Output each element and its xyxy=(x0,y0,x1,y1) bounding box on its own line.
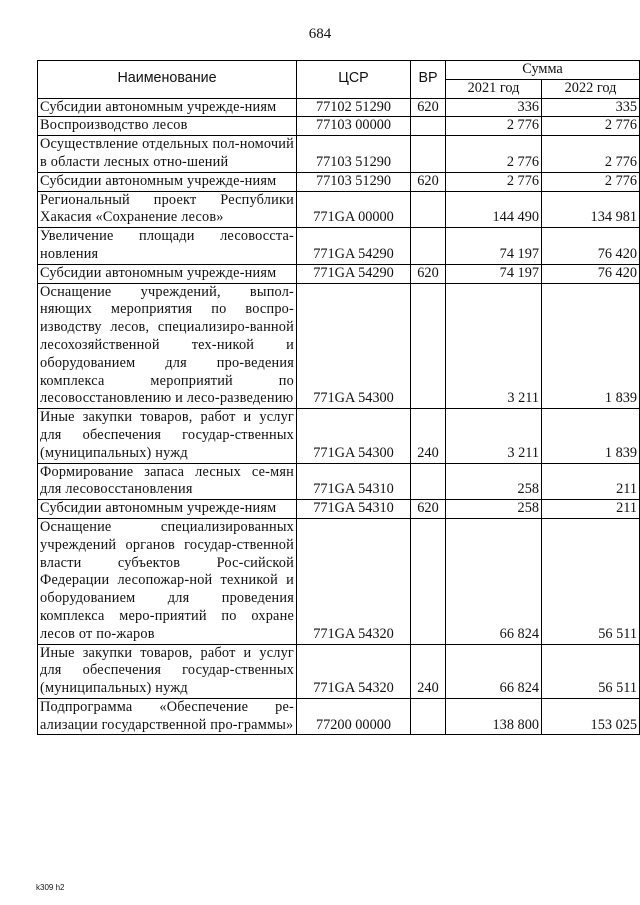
row-csr: 771GA 54290 xyxy=(297,264,411,283)
row-csr: 771GA 54300 xyxy=(297,283,411,409)
header-sum: Сумма xyxy=(446,61,640,80)
table-row xyxy=(38,98,640,117)
table-row xyxy=(38,172,640,191)
row-vr: 620 xyxy=(411,98,446,117)
row-vr xyxy=(411,698,446,735)
row-sum-2022: 335 xyxy=(542,98,640,117)
row-csr: 771GA 54320 xyxy=(297,518,411,644)
row-sum-2021: 258 xyxy=(446,463,542,500)
row-sum-2022: 76 420 xyxy=(542,228,640,265)
table-row xyxy=(38,264,640,283)
row-sum-2021: 138 800 xyxy=(446,698,542,735)
row-vr xyxy=(411,518,446,644)
row-csr: 771GA 54290 xyxy=(297,228,411,265)
row-csr: 771GA 54310 xyxy=(297,500,411,519)
table-row xyxy=(38,518,640,644)
table-row xyxy=(38,117,640,136)
row-csr: 771GA 54300 xyxy=(297,409,411,463)
row-vr xyxy=(411,228,446,265)
row-sum-2021: 2 776 xyxy=(446,172,542,191)
table-row xyxy=(38,228,640,265)
row-sum-2022: 2 776 xyxy=(542,136,640,173)
row-vr: 240 xyxy=(411,409,446,463)
row-sum-2022: 1 839 xyxy=(542,409,640,463)
row-csr: 77103 51290 xyxy=(297,136,411,173)
table-row xyxy=(38,644,640,698)
header-year-2022: 2022 год xyxy=(542,79,640,98)
row-name: Субсидии автономным учрежде-ниям xyxy=(38,98,297,117)
row-vr xyxy=(411,136,446,173)
row-sum-2022: 211 xyxy=(542,463,640,500)
row-name: Формирование запаса лесных се-мян для лесовосстановления xyxy=(38,463,297,500)
table-body xyxy=(38,98,640,735)
row-name: Воспроизводство лесов xyxy=(38,117,297,136)
row-name: Оснащение учреждений, выпол-няющих мероприятия по воспро-изводству лесов, специализиро-ванной лесохозяйственной тех-никой и оборудованием для про-ведения комплекса мероприятий по лесовосстановлению и лесо-разведению xyxy=(38,283,297,409)
row-vr: 620 xyxy=(411,264,446,283)
row-sum-2022: 1 839 xyxy=(542,283,640,409)
row-name: Иные закупки товаров, работ и услуг для обеспечения государ-ственных (муниципальных) нужд xyxy=(38,409,297,463)
row-sum-2021: 74 197 xyxy=(446,228,542,265)
row-csr: 77103 51290 xyxy=(297,172,411,191)
row-name: Региональный проект Республики Хакасия «Сохранение лесов» xyxy=(38,191,297,228)
row-name: Увеличение площади лесовосста-новления xyxy=(38,228,297,265)
row-name: Осуществление отдельных пол-номочий в области лесных отно-шений xyxy=(38,136,297,173)
header-vr: ВР xyxy=(411,61,446,99)
row-sum-2021: 258 xyxy=(446,500,542,519)
row-vr: 620 xyxy=(411,172,446,191)
row-name: Оснащение специализированных учреждений органов государ-ственной власти субъектов Рос-сийской Федерации лесопожар-ной техникой и оборудованием для проведения комплекса меро-приятий по охране лесов от по-жаров xyxy=(38,518,297,644)
row-sum-2022: 56 511 xyxy=(542,518,640,644)
table-row xyxy=(38,463,640,500)
row-sum-2021: 66 824 xyxy=(446,644,542,698)
table-row xyxy=(38,283,640,409)
header-name: Наименование xyxy=(38,61,297,99)
row-vr xyxy=(411,117,446,136)
row-sum-2021: 336 xyxy=(446,98,542,117)
footer-code: k309 h2 xyxy=(36,883,65,892)
row-name: Иные закупки товаров, работ и услуг для обеспечения государ-ственных (муниципальных) нужд xyxy=(38,644,297,698)
row-sum-2021: 2 776 xyxy=(446,136,542,173)
row-sum-2021: 66 824 xyxy=(446,518,542,644)
row-name: Субсидии автономным учрежде-ниям xyxy=(38,500,297,519)
row-sum-2022: 2 776 xyxy=(542,172,640,191)
table-row xyxy=(38,500,640,519)
table-row xyxy=(38,698,640,735)
row-sum-2021: 3 211 xyxy=(446,283,542,409)
header-csr: ЦСР xyxy=(297,61,411,99)
row-vr xyxy=(411,191,446,228)
budget-table xyxy=(37,60,640,735)
table-row xyxy=(38,191,640,228)
row-sum-2022: 76 420 xyxy=(542,264,640,283)
row-vr: 620 xyxy=(411,500,446,519)
row-vr xyxy=(411,463,446,500)
row-sum-2022: 2 776 xyxy=(542,117,640,136)
table-row xyxy=(38,136,640,173)
row-csr: 771GA 00000 xyxy=(297,191,411,228)
page-number: 684 xyxy=(308,26,332,42)
row-sum-2021: 3 211 xyxy=(446,409,542,463)
row-csr: 77102 51290 xyxy=(297,98,411,117)
row-sum-2022: 153 025 xyxy=(542,698,640,735)
row-vr: 240 xyxy=(411,644,446,698)
table-row xyxy=(38,409,640,463)
row-sum-2022: 56 511 xyxy=(542,644,640,698)
row-csr: 771GA 54310 xyxy=(297,463,411,500)
row-name: Подпрограмма «Обеспечение ре-ализации государственной про-граммы» xyxy=(38,698,297,735)
header-row xyxy=(38,61,640,80)
row-name: Субсидии автономным учрежде-ниям xyxy=(38,264,297,283)
row-csr: 771GA 54320 xyxy=(297,644,411,698)
row-csr: 77103 00000 xyxy=(297,117,411,136)
row-sum-2021: 144 490 xyxy=(446,191,542,228)
row-name: Субсидии автономным учрежде-ниям xyxy=(38,172,297,191)
header-year-2021: 2021 год xyxy=(446,79,542,98)
row-sum-2021: 74 197 xyxy=(446,264,542,283)
row-vr xyxy=(411,283,446,409)
row-sum-2021: 2 776 xyxy=(446,117,542,136)
row-sum-2022: 134 981 xyxy=(542,191,640,228)
row-sum-2022: 211 xyxy=(542,500,640,519)
row-csr: 77200 00000 xyxy=(297,698,411,735)
